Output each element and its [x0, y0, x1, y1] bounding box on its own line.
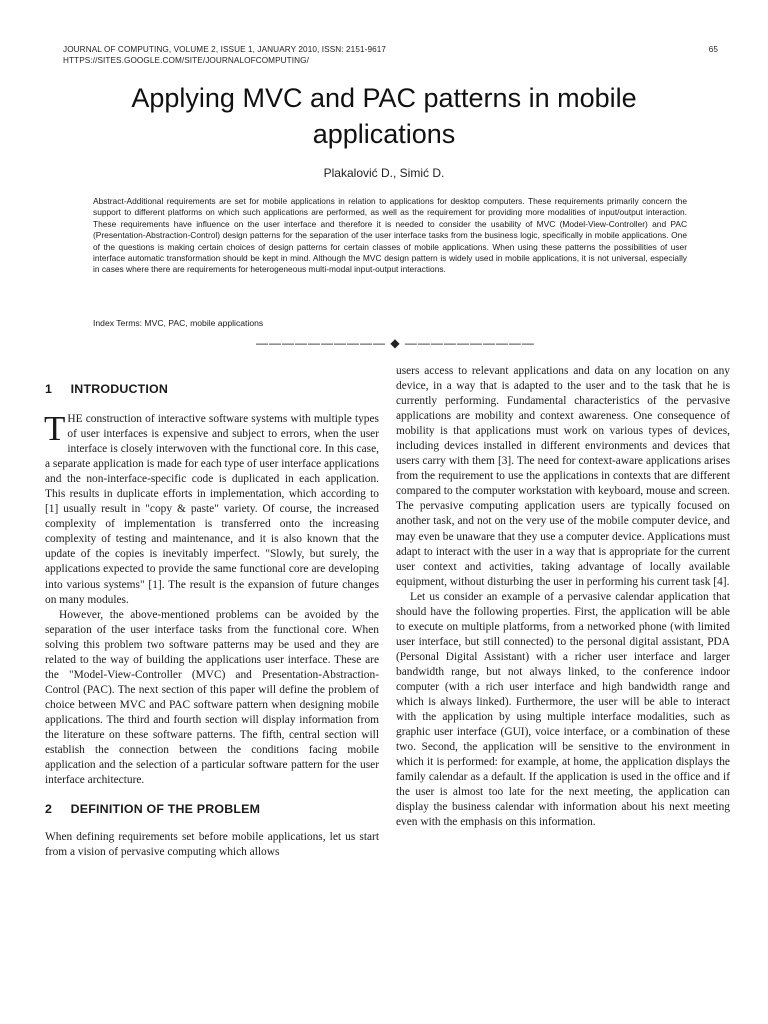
abstract: Abstract-Additional requirements are set for mobile applications in relation to applications for desktop computers. These requirements primarily concern the support to different platforms on which such applications are performed, as well as the requirement for providing more modalities of input/output interaction. These requirements have influence on the user interface and therefore it is needed to consider the usability of MVC (Model-View-Controller) and PAC (Presentation-Abstraction-Control) design patterns for the separation of the user interface tasks from the business logic, specifically in mobile applications. One of the questions is making certain choices of design patterns for certain classes of mobile applications. When using these patterns the possibilities of user interface automatic transformation should be kept in mind. Although the MVC design pattern is widely used in mobile applications, it is not universal, especially in cases where there are requirements for heterogeneous multi-modal input-output interactions. [93, 196, 687, 275]
section-title: DEFINITION OF THE PROBLEM [70, 802, 261, 817]
intro-paragraph-1 [44, 409, 379, 608]
definition-paragraph-3: Let us consider an example of a pervasive calendar application that should have the following properties. First, the application will be able to execute on multiple platforms, from a networked phone (with limited user interface, but still connected) to the personal digital assistant, PDA (Personal Digital Assistant) with a richer user interface and larger bandwidth range, but not always linked, to the conference indoor computer (with a rich user interface and high bandwidth range and which is always linked). Furthermore, the user will be able to interact with the application by using multiple interface modalities, such as graphic user interface (GUI), voice interface, or a combination of these two. Second, the application will be sensitive to the environment in which it is performed: for example, at home, the application displays the family calendar as a default. If the application is used in the office and if the user is almost too late for the next meeting, the application can display the business calendar with information about his next meeting even with the emphasis on this information. [396, 590, 730, 829]
journal-url: HTTPS://SITES.GOOGLE.COM/SITE/JOURNALOFCOMPUTING/ [63, 56, 309, 65]
section-number: 1 [45, 382, 53, 396]
running-header [63, 44, 718, 66]
journal-info: JOURNAL OF COMPUTING, VOLUME 2, ISSUE 1, JANUARY 2010, ISSN: 2151-9617 [63, 45, 387, 54]
intro-paragraph-2: However, the above-mentioned problems can be avoided by the separation of the user interface tasks from the functional core. When solving this problem two software patterns may be used and they are related to the way of building the applications user interface. These are the "Model-View-Controller (MVC) and Presentation-Abstraction-Control (PAC). The next section of this paper will define the problem of choice between MVC and PAC software pattern when designing mobile applications. The third and fourth section will display information from the literature on these software patterns. The fifth, central section will establish the connection between the conditions facing mobile application and the selection of a particular software pattern for the user interface architecture. [45, 608, 379, 787]
definition-paragraph-1: When defining requirements set before mobile applications, let us start from a vision of pervasive computing which allows [45, 831, 379, 859]
section-divider: —————————— ◆ —————————— [256, 336, 535, 350]
section-heading-introduction [45, 380, 379, 398]
section-title: INTRODUCTION [70, 382, 169, 396]
index-terms: Index Terms: MVC, PAC, mobile applications [93, 318, 264, 328]
section-number: 2 [45, 802, 53, 817]
drop-cap: T [44, 409, 66, 448]
definition-paragraph-2: users access to relevant applications and data on any location on any device, in a way that is adapted to the user and to the task that he is currently performing. Fundamental characteristics of the pervasive applications are mobility and context awareness. One consequence of mobility is that applications must work on various types of devices, including devices installed in different environments and devices that users carry with them [3]. The need for context-aware applications arises from the requirement to use the applications in contexts that are different compared to the computer workstation with keyboard, mouse and screen. The pervasive computing application users are typically focused on another task, and not on the very use of the mobile computer device, and may even be unaware that they use a computer device. Applications must adapt to interact with the user in a way that is appropriate for the current user context and activities, taking advantage of locally available equipment, without disturbing the user in performing his current task [4]. [396, 365, 731, 588]
right-column [396, 364, 730, 830]
page-number: 65 [708, 45, 718, 54]
left-column [45, 380, 379, 860]
paper-authors: Plakalović D., Simić D. [323, 166, 445, 180]
paper-title: Applying MVC and PAC patterns in mobile applications [131, 83, 637, 149]
section-heading-definition [45, 800, 379, 818]
intro-paragraph-1-text: HE construction of interactive software systems with multiple types of user interfaces is expensive and subject to errors, when the user interface is closely interwoven with the functional core. In this case, a separate application is made for each type of user interface applications and the non-interface-specific code is duplicated in each application. This results in duplicate efforts in implementation, which according to [1] usually result in "copy & paste" variety. Of course, the increased complexity of implementation is transferred onto the increasing complexity of testing and maintenance, and it is also known that the update of the copies is inevitably imperfect. "Slowly, but surely, the applications expected to provide the same functional core are developing into various systems" [1]. The result is the expansion of future changes on many modules. [45, 413, 379, 606]
